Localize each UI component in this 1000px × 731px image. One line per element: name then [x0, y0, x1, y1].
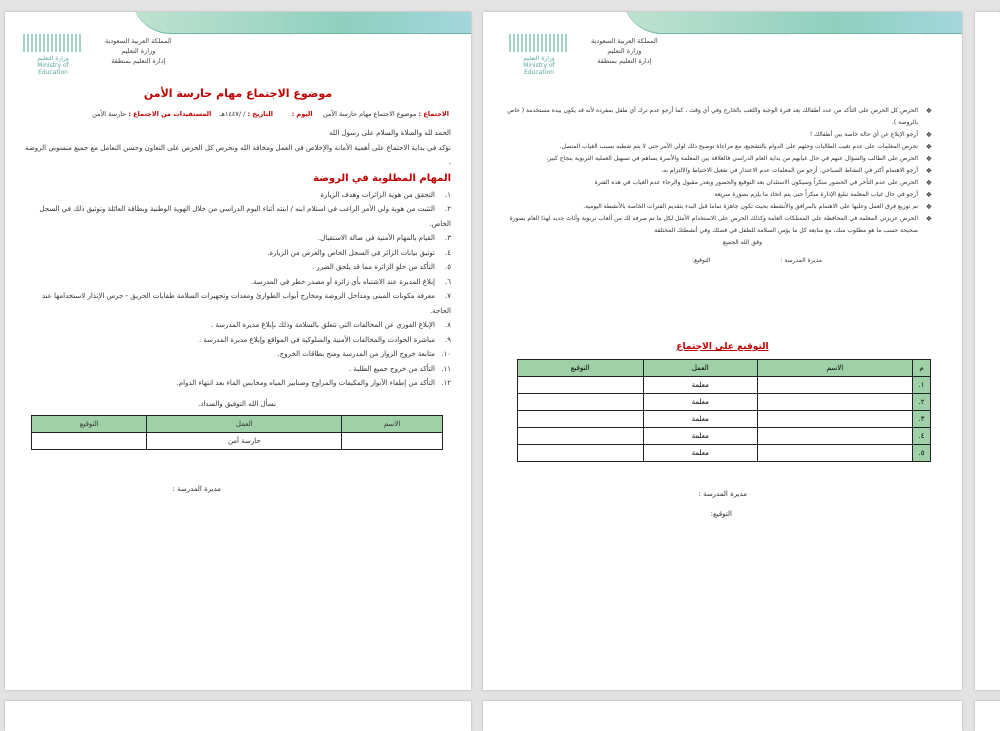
table-header: التوقيع: [518, 360, 644, 377]
meta-label: التاريخ :: [247, 110, 273, 118]
instruction-item: ❖ تحرص المعلمات على عدم تغيب الطالبات وحثهم على الدوام بالتشجيع، مع مراعاة توضيح ذلك لولي الأمر حتى لا يتم شطبه بسبب الغياب المتصل.: [505, 141, 932, 153]
intro-text: الحمد لله والصلاة والسلام على رسول الله: [329, 129, 451, 137]
signature-table: [31, 415, 443, 450]
task-item: [23, 333, 451, 348]
task-number: ٢.: [445, 205, 451, 213]
instruction-item: ❖ أرجو الاهتمام أكثر في النشاط الصباحي. أرجو من المعلمات عدم الاعتذار في تفعيل الاحتياط والالتزام به.: [505, 165, 932, 177]
task-item: [23, 246, 451, 261]
table-cell: [758, 428, 913, 445]
table-cell: معلمة: [643, 445, 758, 462]
table-cell: معلمة: [643, 428, 758, 445]
task-item: [23, 275, 451, 290]
document-page-1: [5, 12, 471, 690]
instruction-item: ❖ الحرص كل الحرص على التأكد من عدد أطفالك بعد فترة الوجبة واللعب بالخارج وفي أي وقت ، كما أرجو عدم ترك أي طفل بمفرده لأنه قد يكون بيده مستخدمة ( خاص بالروضة ).: [505, 105, 932, 129]
task-text: إبلاغ المديرة عند الاشتباه بأي زائرة أو مصدر خطر في المدرسة.: [250, 277, 435, 286]
signature-section-title: التوقيع على الاجتماع: [676, 342, 769, 352]
instruction-item: ❖ أرجو الإبلاغ عن أي حالة خاصة بين أطفالك !: [505, 129, 932, 141]
document-page-6: [975, 701, 1000, 731]
task-item: [23, 231, 451, 246]
table-cell: حارسة أمن: [147, 433, 342, 450]
header-line: المملكة العربية السعودية: [591, 37, 658, 45]
task-number: ١٠.: [441, 350, 451, 358]
task-number: ٥.: [445, 263, 451, 271]
table-cell: [32, 433, 147, 450]
table-row: [518, 445, 931, 462]
signature-label: التوقيع:: [710, 510, 732, 518]
table-cell: [758, 445, 913, 462]
header-line: إدارة التعليم بمنطقة: [597, 57, 652, 65]
table-cell: معلمة: [643, 411, 758, 428]
principal-label: مديرة المدرسة :: [780, 257, 822, 264]
logo-text: وزارة التعليم: [523, 55, 555, 62]
instruction-item: ❖ الحرص على الطالب والسؤال عنهم في حال غيابهم من بداية العام الدراسي فالعلاقة بين المعلمة والأسرة يساهم في تسهيل العملية التربوية بنجاح كبير.: [505, 153, 932, 165]
meeting-meta: [25, 110, 449, 118]
table-header: م: [913, 360, 931, 377]
task-text: التثبت من هوية ولي الأمر الراغب في استلام ابنه / ابنته أثناء اليوم الدراسي من خلال الهوية الوطنية وبطاقة العائلة وتوثيق ذلك في السجل الخاص.: [39, 205, 451, 228]
task-text: مباشرة الحوادث والمخالفات الأمنية والسلوكية في المواقع وإبلاغ مديرة المدرسة .: [198, 335, 435, 344]
table-cell: [758, 411, 913, 428]
task-number: ٣.: [445, 234, 451, 242]
task-text: متابعة خروج الزوار من المدرسة ومنح بطاقات الخروج.: [277, 350, 435, 358]
meta-value: / /١٤٤٧هـ: [219, 110, 246, 118]
task-number: ٤.: [445, 248, 451, 257]
header-decoration: [131, 12, 471, 34]
document-page-2: [483, 12, 962, 690]
table-cell: [518, 377, 644, 394]
table-header: الاسم: [758, 360, 913, 377]
meta-label: الاجتماع :: [418, 110, 449, 118]
document-page-3: [975, 12, 1000, 690]
logo-text: وزارة التعليم: [37, 55, 69, 62]
table-cell: [518, 428, 644, 445]
table-header: التوقيع: [32, 416, 147, 433]
ministry-logo: [509, 34, 569, 76]
task-item: [23, 318, 451, 333]
task-item: [23, 362, 451, 377]
task-list: [23, 188, 451, 391]
closing-text: نسأل الله التوفيق والسداد.: [197, 399, 276, 408]
task-text: التأكد من خلو الزائرة مما قد يلحق الضرر .: [311, 263, 435, 271]
table-row: [518, 428, 931, 445]
task-item: [23, 202, 451, 231]
table-row: [518, 411, 931, 428]
table-cell: ٤.: [913, 428, 931, 445]
task-text: معرفة مكونات المبنى ومداخل الروضة ومخارج أبواب الطوارئ ومعدات وتجهيزات السلامة طفايات الحريق - جرس الإنذار لاستخدامها عند الحاجة.: [41, 292, 451, 315]
logo-subtext: Ministry of Education: [523, 62, 555, 76]
instruction-item: ❖ تم توزيع فرق العمل وعليها على الاهتمام بالمرافق والأنشطة بحيث تكون جاهزة تماما قبل البدء بتقديم الفترات الخاصة بالأنشطة اليومية.: [505, 201, 932, 213]
header-lines: [591, 36, 658, 66]
meta-value: حارسة الأمن: [92, 110, 127, 118]
task-number: ٧.: [445, 292, 451, 300]
table-cell: معلمة: [643, 394, 758, 411]
section-heading: المهام المطلوبة في الروضة: [313, 172, 451, 184]
meta-label: المستفيدات من الاجتماع :: [128, 110, 212, 118]
task-text: التأكد من خروج جميع الطلبة .: [348, 364, 435, 373]
task-item: [23, 260, 451, 275]
table-cell: [342, 433, 443, 450]
header-line: إدارة التعليم بمنطقة: [111, 57, 166, 65]
task-number: ٨.: [445, 321, 451, 329]
header-line: المملكة العربية السعودية: [105, 37, 172, 45]
table-cell: [518, 445, 644, 462]
table-cell: ٣.: [913, 411, 931, 428]
task-text: التأكد من إطفاء الأنوار والمكيفات والمراوح وصنابير المياه ومحابس الماء بعد انتهاء الدوام.: [176, 379, 435, 387]
table-cell: ١.: [913, 377, 931, 394]
document-page-4: [5, 701, 471, 731]
table-cell: [518, 411, 644, 428]
page2-body: [505, 105, 932, 267]
logo-subtext: Ministry of Education: [37, 62, 69, 76]
task-text: التحقق من هوية الزائرات وهدف الزيارة: [320, 190, 435, 199]
table-row: [518, 394, 931, 411]
intro-text: نؤكد في بداية الاجتماع على أهمية الأمانة والإخلاص في العمل ومخافة الله ونحرص كل الحرص على التعاون وحسن التعامل مع جميع منسوبي الروضة .: [25, 143, 451, 166]
page-title: موضوع الاجتماع مهام حارسة الأمن: [143, 87, 333, 100]
instruction-item: ❖ الحرص عزيزتي المعلمة في المحافظة على الممتلكات العامة وكذلك الحرص على الاستخدام الأمثل لكل ما تم صرفه لك من ألعاب تربوية وأثاث جديد لهذا العام بصورة صحيحة حسب ما هو مطلوب منك، مع متابعة كل ما يؤمن السلامة للطفل في فصلك وفي أنشطتك المختلفة: [505, 213, 932, 237]
header-decoration: [622, 12, 962, 34]
table-header: الاسم: [342, 416, 443, 433]
table-cell: ٢.: [913, 394, 931, 411]
table-header: العمل: [147, 416, 342, 433]
header-line: وزارة التعليم: [607, 47, 642, 55]
task-text: الإبلاغ الفوري عن المخالفات التي تتعلق بالسلامة وذلك بإبلاغ مديرة المدرسة .: [210, 321, 435, 329]
table-header-row: [518, 360, 931, 377]
table-cell: معلمة: [643, 377, 758, 394]
task-item: [23, 376, 451, 391]
document-page-5: [483, 701, 962, 731]
closing-text: وفق الله الجميع: [722, 239, 762, 246]
ministry-logo: [23, 34, 83, 76]
task-text: القيام بالمهام الأمنية في صالة الاستقبال.: [317, 234, 435, 242]
attendance-table: [517, 359, 931, 462]
header-line: وزارة التعليم: [121, 47, 156, 55]
instruction-item: ❖ أرجو في حال غياب المعلمة تبليغ الإدارة مبكراً حتى يتم اتخاذ ما يلزم بصورة سريعة: [505, 189, 932, 201]
task-number: ١.: [445, 190, 451, 199]
task-number: ٩.: [445, 335, 451, 344]
instruction-item: ❖ الحرص على عدم التأخر في الحضور مبكراً وسيكون الاستئذان بعد التوقيع والحضور وبعذر مقبول والرجاء عدم الغياب في هذه الفترة: [505, 177, 932, 189]
page1-body: [23, 126, 451, 497]
table-row: [32, 433, 443, 450]
task-item: [23, 347, 451, 362]
table-row: [518, 377, 931, 394]
task-number: ١٢.: [441, 379, 451, 387]
principal-label: مديرة المدرسة :: [698, 490, 747, 498]
task-text: توثيق بيانات الزائر في السجل الخاص والغرض من الزيارة.: [267, 248, 435, 257]
meta-value: موضوع الاجتماع مهام حارسة الأمن: [322, 110, 417, 118]
table-header: العمل: [643, 360, 758, 377]
table-cell: [758, 377, 913, 394]
task-number: ١١.: [441, 364, 451, 373]
table-cell: ٥.: [913, 445, 931, 462]
table-cell: [518, 394, 644, 411]
task-item: [23, 188, 451, 203]
header-lines: [105, 36, 172, 66]
meta-label: اليوم :: [291, 110, 313, 118]
table-cell: [758, 394, 913, 411]
signature-label: التوقيع:: [692, 257, 711, 264]
instruction-list: [505, 105, 932, 237]
task-item: [23, 289, 451, 318]
principal-label: مديرة المدرسة :: [172, 485, 221, 493]
task-number: ٦.: [445, 277, 451, 286]
